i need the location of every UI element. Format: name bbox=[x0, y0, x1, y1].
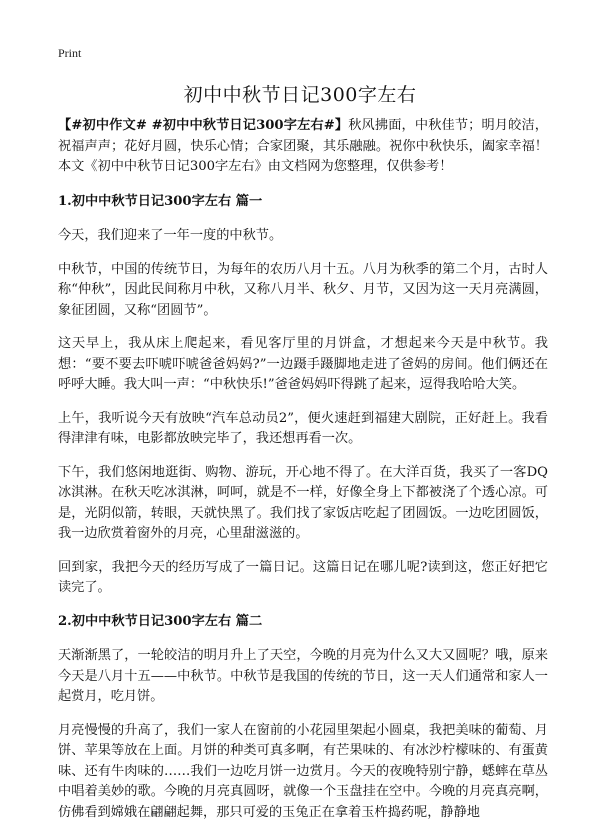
section-2-paragraph: 天渐渐黑了，一轮皎洁的明月升上了天空，今晚的月亮为什么又大又圆呢？哦，原来今天是八月十五——中秋节。中秋节是我国的传统的节日，这一天人们通常和家人一起赏月，吃月饼。 bbox=[58, 648, 548, 704]
section-1-paragraph: 这天早上，我从床上爬起来，看见客厅里的月饼盒，才想起来今天是中秋节。我想：“要不要去吓唬吓唬爸爸妈妈?”一边蹑手蹑脚地走进了爸妈的房间。他们俩还在呼呼大睡。我大叫一声：“中秋快乐!”爸爸妈妈吓得跳了起来，逗得我哈哈大笑。 bbox=[58, 336, 548, 392]
section-1-paragraph: 回到家，我把今天的经历写成了一篇日记。这篇日记在哪儿呢?读到这，您正好把它读完了。 bbox=[58, 559, 548, 595]
section-heading-1: 1.初中中秋节日记300字左右 篇一 bbox=[58, 193, 263, 209]
document-body bbox=[58, 116, 548, 828]
intro-paragraph bbox=[58, 116, 548, 178]
section-2-paragraph: 月亮慢慢的升高了，我们一家人在窗前的小花园里架起小圆桌，我把美味的葡萄、月饼、苹果等放在上面。月饼的种类可真多啊，有芒果味的、有冰沙柠檬味的、有蛋黄味、还有牛肉味的……我们一边吃月饼一边赏月。今天的夜晚特别宁静，蟋蟀在草丛中唱着美妙的歌。今晚的月亮真圆呀，就像一个玉盘挂在空中。今晚的月亮真亮啊，仿佛看到嫦娥在翩翩起舞，那只可爱的玉兔正在拿着玉杵捣药呢，静静地 bbox=[58, 722, 548, 820]
intro-tag: 【#初中作文# #初中中秋节日记300字左右#】 bbox=[58, 118, 349, 133]
section-1-paragraph: 下午，我们悠闲地逛街、购物、游玩，开心地不得了。在大洋百货，我买了一客DQ冰淇淋。在秋天吃冰淇淋，呵呵，就是不一样，好像全身上下都被浇了个透心凉。可是，光阴似箭，转眼，天就快黑了。我们找了家饭店吃起了团圆饭。一边吃团圆饭，我一边欣赏着窗外的月亮，心里甜滋滋的。 bbox=[58, 464, 548, 541]
section-1-paragraph: 中秋节，中国的传统节日，为每年的农历八月十五。八月为秋季的第二个月，古时人称“仲秋”，因此民间称月中秋，又称八月半、秋夕、月节，又因为这一天月亮满圆，象征团圆，又称“团圆节”。 bbox=[58, 261, 548, 318]
section-1-paragraph: 今天，我们迎来了一年一度的中秋节。 bbox=[58, 228, 283, 243]
print-link[interactable]: Print bbox=[58, 46, 82, 60]
document-title: 初中中秋节日记300字左右 bbox=[183, 84, 417, 106]
section-heading-2: 2.初中中秋节日记300字左右 篇二 bbox=[58, 613, 263, 629]
section-1-paragraph: 上午，我听说今天有放映“汽车总动员2”，便火速赶到福建大剧院，正好赶上。我看得津津有味，电影都放映完毕了，我还想再看一次。 bbox=[58, 410, 548, 446]
intro-text: 秋风拂面，中秋佳节；明月皎洁，祝福声声；花好月圆，快乐心情；合家团聚，其乐融融。祝你中秋快乐，阖家幸福！本文《初中中秋节日记300字左右》由文档网为您整理，仅供参考！ bbox=[58, 118, 548, 174]
